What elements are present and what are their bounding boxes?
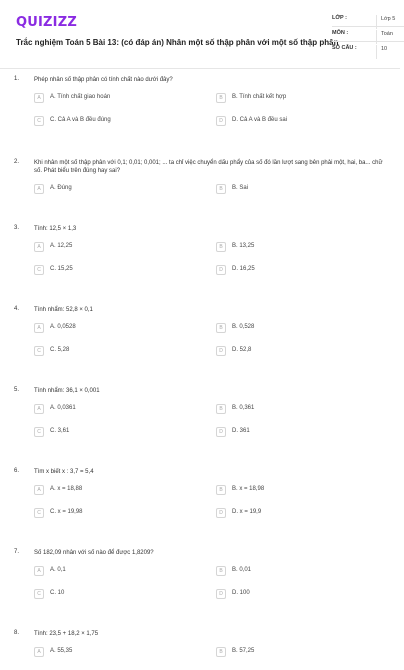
answer-options (0, 242, 400, 288)
option-text: A. 12,25 (50, 243, 73, 249)
question-text: Tính nhẩm: 36,1 × 0,001 (34, 388, 100, 394)
option-letter-box: A (34, 323, 44, 333)
meta-subject-label: MÔN : (332, 30, 349, 36)
option-text: A. 0,0361 (50, 405, 76, 411)
option-text: C. 3,61 (50, 428, 70, 434)
answer-option[interactable] (34, 323, 184, 337)
answer-option[interactable] (34, 485, 184, 499)
answer-option[interactable] (216, 242, 366, 256)
option-letter-box: D (216, 265, 226, 275)
option-letter-box: A (34, 404, 44, 414)
question-text: Số 182,09 nhân với số nào để được 1,8209? (34, 550, 154, 556)
answer-option[interactable] (34, 589, 184, 603)
question-item (0, 468, 400, 531)
option-text: C. 10 (50, 590, 65, 596)
meta-subject-value: Toán (376, 30, 404, 44)
option-text: D. 16,25 (232, 266, 255, 272)
answer-option[interactable] (34, 93, 184, 107)
option-letter-box: B (216, 647, 226, 657)
answer-options (0, 404, 400, 450)
option-letter-box: D (216, 116, 226, 126)
option-text: A. Đúng (50, 185, 72, 191)
option-letter-box: B (216, 566, 226, 576)
option-text: A. Tính chất giao hoán (50, 94, 111, 100)
option-text: A. x = 18,88 (50, 486, 83, 492)
option-letter-box: B (216, 323, 226, 333)
option-text: B. 13,25 (232, 243, 255, 249)
answer-option[interactable] (216, 323, 366, 337)
option-text: B. Sai (232, 185, 249, 191)
option-text: C. 5,28 (50, 347, 70, 353)
option-letter-box: A (34, 242, 44, 252)
option-letter-box: C (34, 589, 44, 599)
answer-options (0, 485, 400, 531)
option-text: A. 0,1 (50, 567, 66, 573)
answer-option[interactable] (216, 404, 366, 418)
option-text: C. x = 19,98 (50, 509, 83, 515)
option-letter-box: B (216, 184, 226, 194)
option-text: B. 0,01 (232, 567, 252, 573)
answer-option[interactable] (34, 647, 184, 661)
meta-count-label: SỐ CÂU : (332, 45, 357, 51)
question-item (0, 306, 400, 369)
question-number: 7. (14, 549, 20, 555)
option-text: B. 0,528 (232, 324, 255, 330)
meta-subject-row (332, 27, 404, 42)
question-item (0, 549, 400, 612)
question-item (0, 159, 400, 207)
question-text: Khi nhân một số thập phân với 0,1; 0,01; 0,001; ... ta chỉ việc chuyển dấu phẩy của số đó lần lượt sang bên phải một, hai, ba... chữ số. Phát biểu trên đúng hay sai? (34, 160, 383, 174)
question-number: 1. (14, 76, 20, 82)
option-letter-box: D (216, 346, 226, 356)
meta-class-row (332, 12, 404, 27)
option-letter-box: C (34, 116, 44, 126)
answer-option[interactable] (34, 242, 184, 256)
answer-option[interactable] (216, 116, 366, 130)
option-text: A. 55,35 (50, 648, 73, 654)
worksheet-title: Trắc nghiệm Toán 5 Bài 13: (có đáp án) Nhân một số thập phân với một số thập phân (16, 38, 339, 47)
question-item (0, 225, 400, 288)
option-letter-box: B (216, 93, 226, 103)
question-item (0, 387, 400, 450)
question-number: 8. (14, 630, 20, 636)
option-letter-box: A (34, 566, 44, 576)
quizizz-logo: QUIZIZZ (16, 15, 77, 30)
option-letter-box: D (216, 589, 226, 599)
answer-option[interactable] (216, 647, 366, 661)
answer-options (0, 323, 400, 369)
option-letter-box: B (216, 404, 226, 414)
answer-option[interactable] (34, 265, 184, 279)
answer-option[interactable] (216, 184, 366, 198)
option-text: C. 15,25 (50, 266, 73, 272)
option-text: B. Tính chất kết hợp (232, 94, 287, 100)
answer-option[interactable] (216, 589, 366, 603)
option-letter-box: C (34, 508, 44, 518)
meta-count-value: 10 (376, 45, 404, 59)
option-letter-box: D (216, 427, 226, 437)
option-text: D. 361 (232, 428, 250, 434)
answer-option[interactable] (216, 427, 366, 441)
header-divider (0, 68, 400, 69)
question-list (0, 76, 400, 670)
option-letter-box: B (216, 485, 226, 495)
question-text: Phép nhân số thập phân có tính chất nào dưới đây? (34, 77, 173, 83)
question-number: 4. (14, 306, 20, 312)
meta-count-row (332, 42, 404, 57)
option-letter-box: A (34, 93, 44, 103)
answer-option[interactable] (216, 508, 366, 522)
meta-class-label: LỚP : (332, 15, 347, 21)
answer-options (0, 647, 400, 670)
answer-option[interactable] (216, 346, 366, 360)
meta-class-value: Lớp 5 (376, 15, 404, 29)
option-text: D. Cả A và B đều sai (232, 117, 288, 123)
option-text: B. x = 18,98 (232, 486, 265, 492)
question-text: Tìm x biết x : 3,7 = 5,4 (34, 469, 94, 475)
question-item (0, 76, 400, 139)
option-letter-box: B (216, 242, 226, 252)
option-text: C. Cả A và B đều đúng (50, 117, 111, 123)
question-number: 6. (14, 468, 20, 474)
question-number: 2. (14, 159, 20, 165)
answer-option[interactable] (216, 93, 366, 107)
answer-option[interactable] (34, 508, 184, 522)
option-letter-box: C (34, 265, 44, 275)
answer-options (0, 184, 400, 207)
question-number: 3. (14, 225, 20, 231)
option-text: B. 57,25 (232, 648, 255, 654)
question-text: Tính: 23,5 + 18,2 × 1,75 (34, 631, 99, 637)
option-letter-box: A (34, 184, 44, 194)
question-item (0, 630, 400, 670)
answer-option[interactable] (34, 116, 184, 130)
option-letter-box: C (34, 346, 44, 356)
answer-option[interactable] (34, 346, 184, 360)
question-text: Tính nhẩm: 52,8 × 0,1 (34, 307, 93, 313)
answer-option[interactable] (216, 566, 366, 580)
option-letter-box: C (34, 427, 44, 437)
worksheet-header (14, 10, 396, 62)
worksheet-meta (332, 12, 404, 57)
answer-options (0, 93, 400, 139)
answer-option[interactable] (34, 427, 184, 441)
answer-option[interactable] (216, 265, 366, 279)
answer-options (0, 566, 400, 612)
option-letter-box: D (216, 508, 226, 518)
option-letter-box: A (34, 647, 44, 657)
option-text: A. 0,0528 (50, 324, 76, 330)
answer-option[interactable] (216, 485, 366, 499)
answer-option[interactable] (34, 404, 184, 418)
option-text: B. 0,361 (232, 405, 255, 411)
answer-option[interactable] (34, 566, 184, 580)
option-text: D. x = 19,9 (232, 509, 262, 515)
option-text: D. 100 (232, 590, 250, 596)
option-letter-box: A (34, 485, 44, 495)
answer-option[interactable] (34, 184, 184, 198)
question-number: 5. (14, 387, 20, 393)
question-text: Tính: 12,5 × 1,3 (34, 226, 77, 232)
option-text: D. 52,8 (232, 347, 252, 353)
